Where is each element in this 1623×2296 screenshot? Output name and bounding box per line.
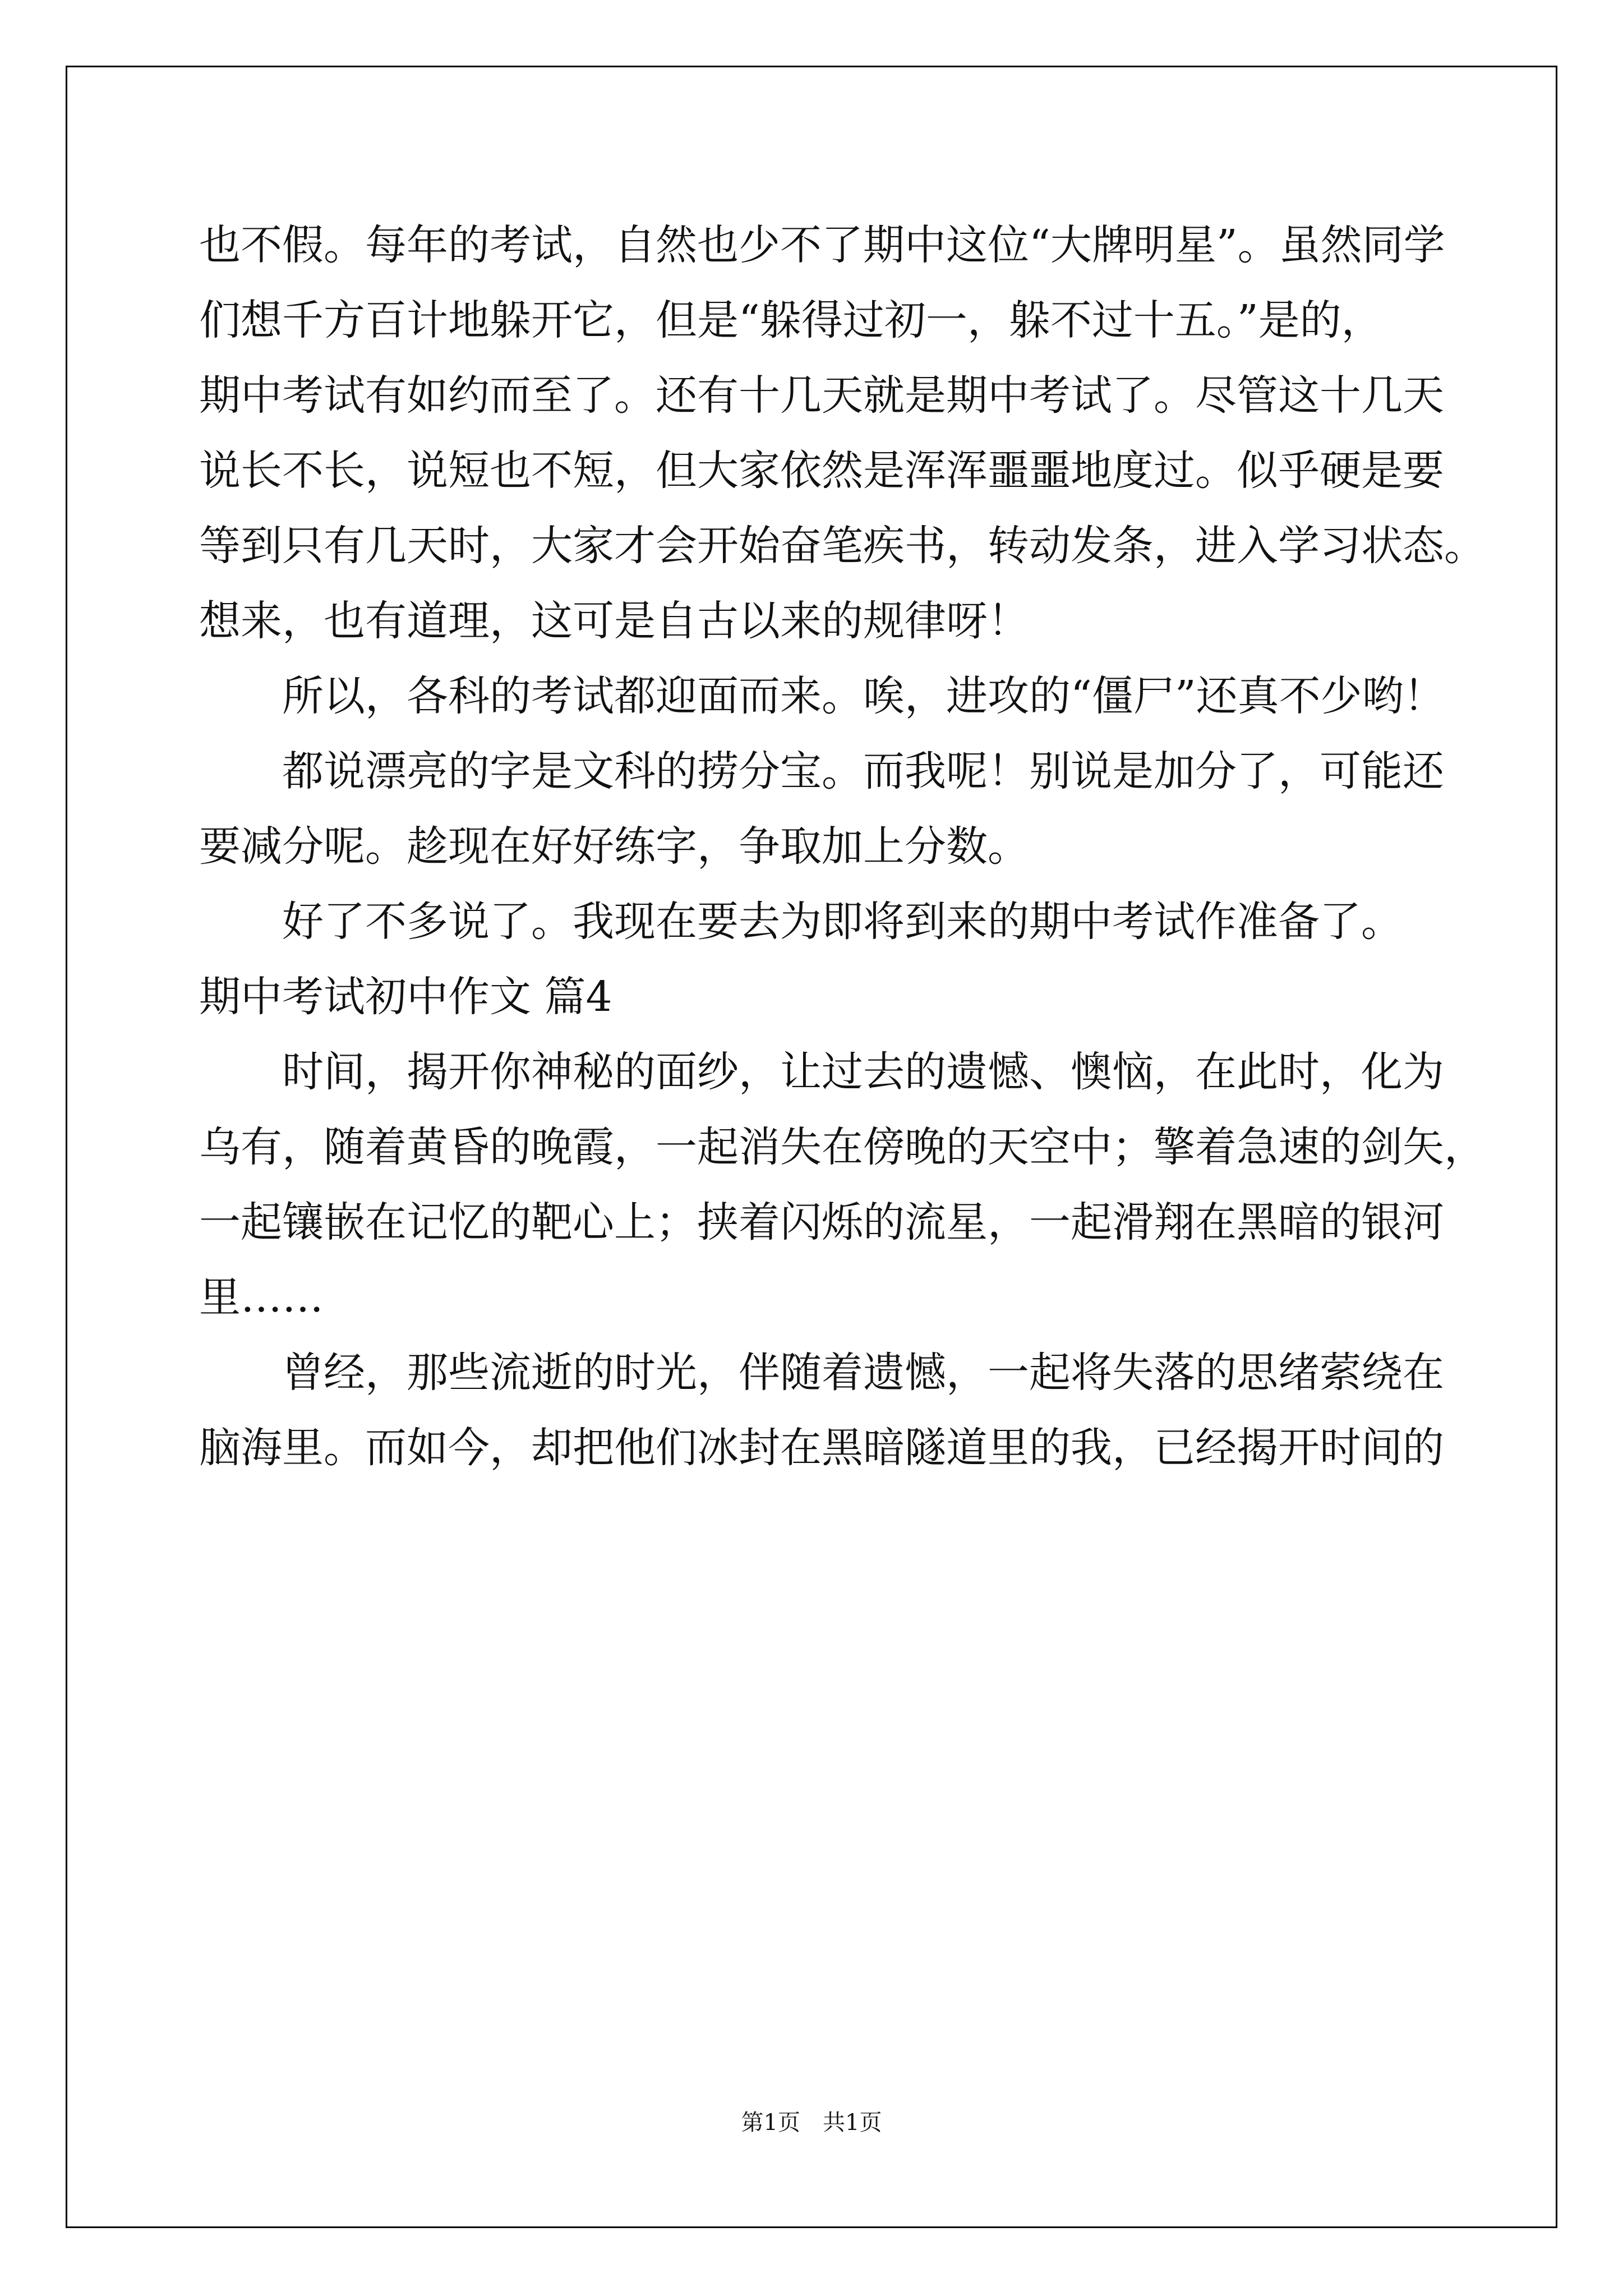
text-line: 期中考试有如约而至了。还有十几天就是期中考试了。尽管这十几天 [199, 371, 1444, 420]
text-line: 等到只有几天时，大家才会开始奋笔疾书，转动发条，进入学习状态。 [199, 522, 1486, 570]
text-line: 脑海里。而如今，却把他们冰封在黑暗隧道里的我，已经揭开时间的 [199, 1424, 1444, 1472]
text-line: 乌有，随着黄昏的晚霞，一起消失在傍晚的天空中；擎着急速的剑矢， [199, 1123, 1486, 1171]
text-line: 好了不多说了。我现在要去为即将到来的期中考试作准备了。 [282, 898, 1403, 946]
text-line: 里…… [199, 1273, 324, 1322]
section-heading: 期中考试初中作文 篇4 [199, 973, 612, 1021]
text-line: 要减分呢。趁现在好好练字，争取加上分数。 [199, 822, 1029, 871]
text-line: 也不假。每年的考试，自然也少不了期中这位“大牌明星”。虽然同学 [199, 221, 1445, 269]
text-line: 们想千方百计地躲开它，但是“躲得过初一，躲不过十五。”是的， [199, 296, 1383, 344]
text-line: 都说漂亮的字是文科的捞分宝。而我呢！别说是加分了，可能还 [282, 747, 1444, 795]
text-line: 想来，也有道理，这可是自古以来的规律呀！ [199, 597, 1029, 645]
page-footer: 第1页 共1页 [741, 2110, 882, 2136]
text-line: 曾经，那些流逝的时光，伴随着遗憾，一起将失落的思绪萦绕在 [282, 1349, 1444, 1397]
text-line: 一起镶嵌在记忆的靶心上；挟着闪烁的流星，一起滑翔在黑暗的银河 [199, 1198, 1444, 1246]
text-line: 时间，揭开你神秘的面纱，让过去的遗憾、懊恼，在此时，化为 [282, 1048, 1444, 1096]
text-line: 说长不长，说短也不短，但大家依然是浑浑噩噩地度过。似乎硬是要 [199, 447, 1444, 495]
text-line: 所以，各科的考试都迎面而来。唉，进攻的“僵尸”还真不少哟！ [282, 672, 1445, 720]
